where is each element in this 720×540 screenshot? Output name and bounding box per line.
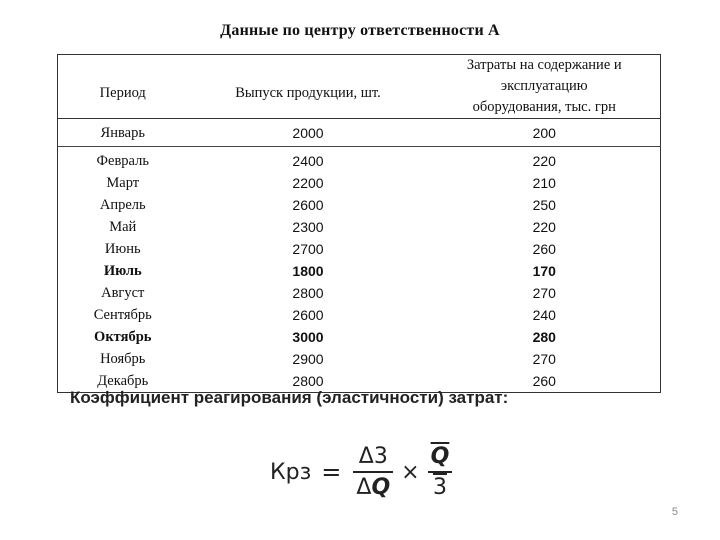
cell-output: 2200	[292, 175, 324, 191]
cell-period: Май	[109, 219, 137, 235]
cell-period: Декабрь	[97, 373, 149, 389]
cell-output: 1800	[292, 263, 324, 279]
table-row	[58, 172, 661, 194]
cell-output: 2900	[292, 351, 324, 367]
cell-period: Сентябрь	[93, 307, 152, 323]
cell-period: Февраль	[96, 153, 149, 169]
table-row	[58, 348, 661, 370]
table-row-max	[58, 326, 661, 348]
fraction-2-num-var: $\overline{Q}$	[430, 444, 450, 469]
cell-cost: 200	[429, 119, 661, 147]
cell-cost: 280	[532, 329, 556, 345]
cell-cost: 170	[532, 263, 556, 279]
cell-period: Апрель	[99, 197, 146, 213]
cell-period: Август	[101, 285, 145, 301]
table-row	[58, 119, 661, 147]
fraction-1-den-var: Q	[371, 475, 391, 500]
table-row	[58, 147, 661, 173]
table-row-min	[58, 260, 661, 282]
header-costs-line2: оборудования, тыс. грн	[472, 99, 616, 115]
cell-cost: 220	[532, 219, 556, 235]
header-costs-line1: Затраты на содержание и эксплуатацию	[466, 57, 622, 94]
cell-cost: 270	[532, 351, 556, 367]
elasticity-formula	[270, 440, 452, 504]
cell-output: 2400	[292, 153, 324, 169]
elasticity-heading: Коэффициент реагирования (эластичности) затрат:	[70, 388, 509, 407]
responsibility-center-table	[57, 54, 661, 393]
cell-cost: 210	[532, 175, 556, 191]
formula-fraction-1	[353, 444, 393, 500]
header-period: Период	[58, 55, 188, 119]
table-row	[58, 282, 661, 304]
table-row	[58, 238, 661, 260]
header-costs	[429, 55, 661, 119]
cell-period: Ноябрь	[100, 351, 146, 367]
cell-period: Июнь	[104, 241, 141, 257]
fraction-1-den-delta: Δ	[356, 475, 372, 500]
cell-cost: 260	[532, 373, 556, 389]
cell-cost: 270	[532, 285, 556, 301]
formula-times: ×	[401, 459, 420, 485]
formula-fraction-2	[428, 444, 453, 500]
fraction-1-denominator	[353, 473, 393, 500]
cell-cost: 260	[532, 241, 556, 257]
cell-output: 2600	[292, 197, 324, 213]
cell-period: Январь	[58, 119, 188, 147]
formula-lhs: Крз	[270, 459, 312, 485]
table-row	[58, 216, 661, 238]
page-number: 5	[671, 506, 678, 518]
cell-output: 2800	[292, 373, 324, 389]
cell-period: Октябрь	[94, 329, 152, 345]
cell-period: Март	[106, 175, 140, 191]
fraction-1-numerator: Δ3	[358, 444, 388, 469]
cell-output: 2800	[292, 285, 324, 301]
cell-period: Июль	[103, 263, 142, 279]
cell-output: 2700	[292, 241, 324, 257]
fraction-2-denominator	[430, 473, 450, 500]
table-row	[58, 194, 661, 216]
cell-cost: 240	[532, 307, 556, 323]
table-header-row	[58, 55, 661, 119]
cell-output: 2300	[292, 219, 324, 235]
fraction-2-den-var: 3	[432, 475, 447, 500]
cell-cost: 220	[532, 153, 556, 169]
cell-output: 3000	[292, 329, 324, 345]
header-output: Выпуск продукции, шт.	[188, 55, 429, 119]
cell-output: 2000	[188, 119, 429, 147]
fraction-2-numerator	[428, 444, 453, 471]
cell-output: 2600	[292, 307, 324, 323]
table-row	[58, 304, 661, 326]
page-title: Данные по центру ответственности А	[220, 22, 500, 39]
formula-equals: =	[321, 458, 342, 486]
cell-cost: 250	[532, 197, 556, 213]
